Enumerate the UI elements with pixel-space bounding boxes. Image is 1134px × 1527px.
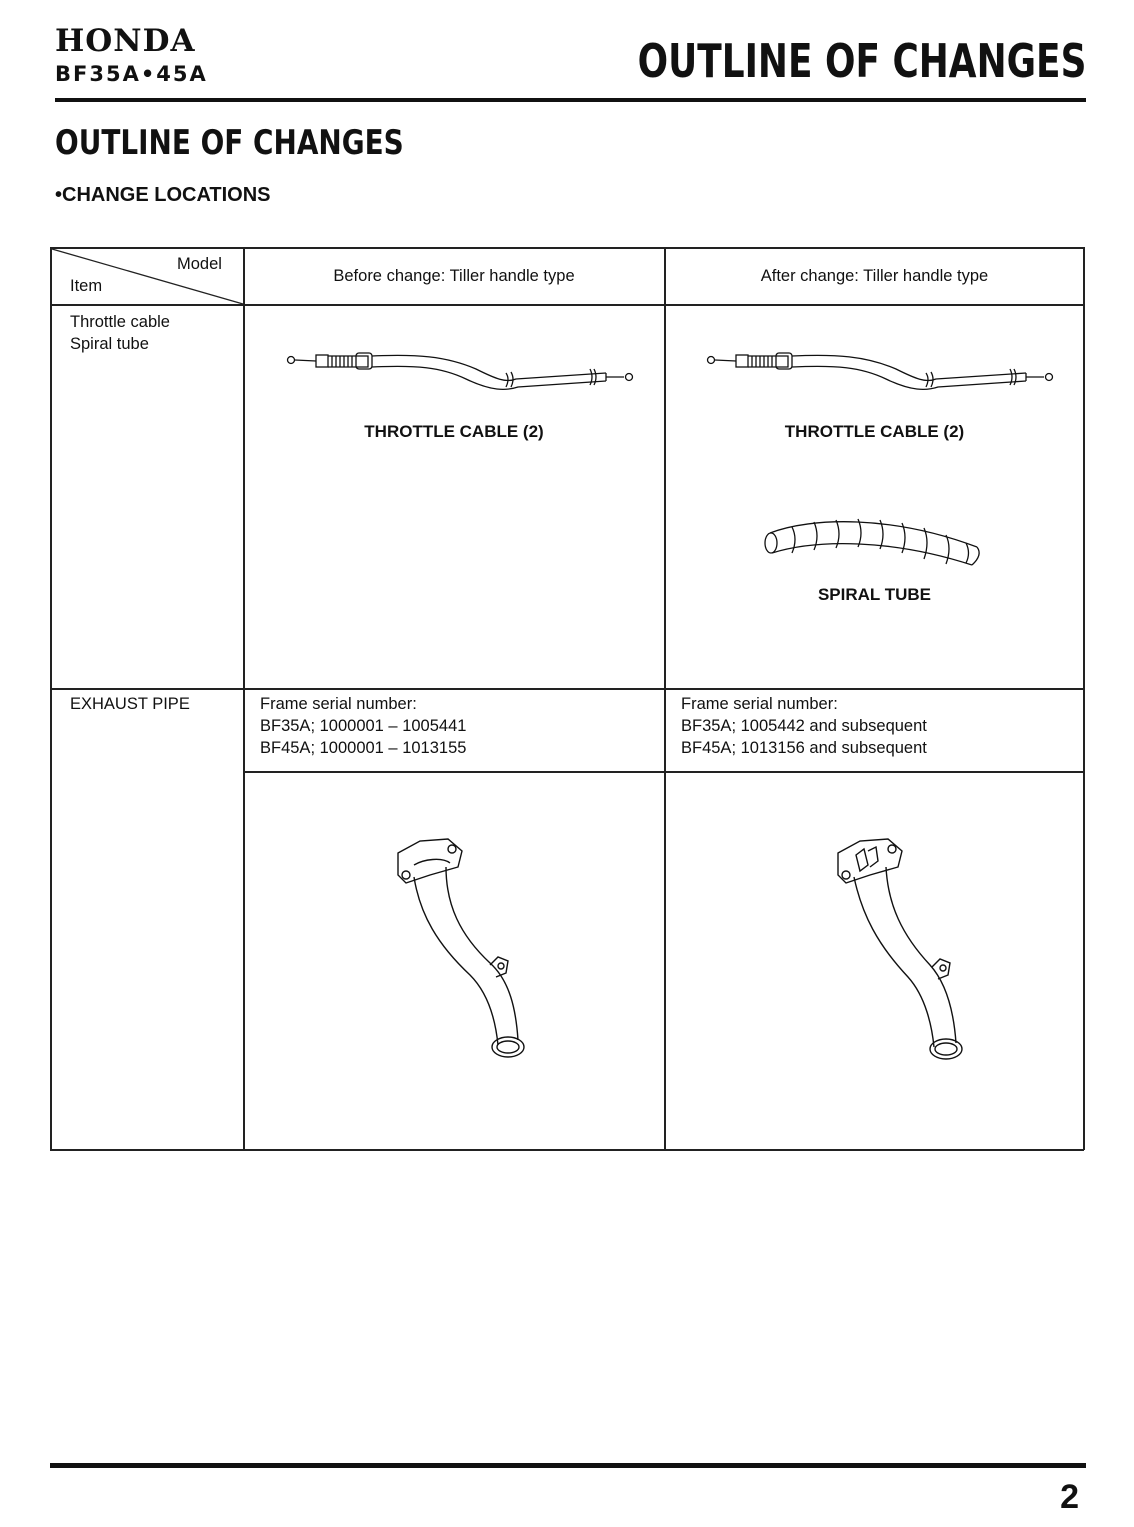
header-rule (55, 98, 1086, 102)
model-name: BF35A•45A (55, 62, 208, 86)
throttle-cable-after-label: THROTTLE CABLE (2) (784, 422, 965, 441)
col-divider-2 (664, 247, 666, 1150)
footer-rule (50, 1463, 1086, 1468)
after-serial-heading: Frame serial number: (681, 695, 838, 713)
col-header-before: Before change: Tiller handle type (333, 267, 575, 285)
before-serial-bf45a: BF45A; 1000001 – 1013155 (260, 739, 467, 757)
item-exhaust-pipe: EXHAUST PIPE (70, 695, 190, 713)
throttle-cable-before-illustration (286, 347, 636, 397)
table-border-bottom (50, 1149, 1084, 1151)
spiral-tube-illustration (762, 513, 987, 573)
throttle-cable-before-label: THROTTLE CABLE (2) (364, 422, 544, 441)
col-header-after: After change: Tiller handle type (760, 267, 989, 285)
before-serial-heading: Frame serial number: (260, 695, 417, 713)
corner-item-label: Item (70, 277, 103, 295)
page-number: 2 (1060, 1478, 1079, 1516)
header-title: OUTLINE OF CHANGES (637, 34, 1086, 88)
brand-logo: HONDA (55, 23, 196, 59)
throttle-cable-after-illustration (706, 347, 1056, 397)
change-table (50, 247, 1084, 1150)
row-divider-1 (50, 688, 1084, 690)
table-border-left (50, 247, 52, 1150)
before-serial-bf35a: BF35A; 1000001 – 1005441 (260, 717, 467, 735)
exhaust-pipe-after-illustration (820, 835, 970, 1075)
table-border-right (1083, 247, 1085, 1150)
section-heading: •CHANGE LOCATIONS (55, 184, 271, 206)
exhaust-pipe-before-illustration (380, 835, 530, 1075)
spiral-tube-label: SPIRAL TUBE (817, 585, 932, 604)
page-title: OUTLINE OF CHANGES (55, 123, 404, 163)
after-serial-bf35a: BF35A; 1005442 and subsequent (681, 717, 927, 735)
row-divider-2 (243, 771, 1084, 773)
item-spiral-tube: Spiral tube (70, 335, 149, 353)
col-divider-1 (243, 247, 245, 1150)
item-throttle-cable: Throttle cable (70, 313, 170, 331)
after-serial-bf45a: BF45A; 1013156 and subsequent (681, 739, 927, 757)
corner-model-label: Model (177, 255, 222, 273)
